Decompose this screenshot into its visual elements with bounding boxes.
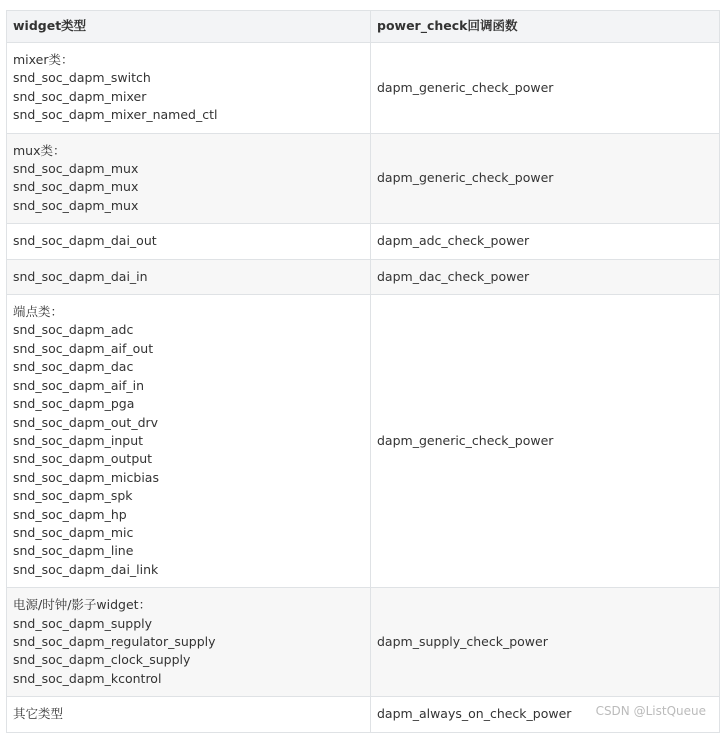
- widget-type-line: snd_soc_dapm_mux: [13, 179, 139, 195]
- widget-type-line: snd_soc_dapm_pga: [13, 396, 135, 412]
- widget-type-line: snd_soc_dapm_kcontrol: [13, 670, 162, 686]
- widget-type-line: 电源/时钟/影子widget：: [13, 597, 152, 613]
- widget-type-line: snd_soc_dapm_aif_out: [13, 340, 154, 356]
- widget-type-cell: [7, 224, 371, 259]
- widget-type-line: snd_soc_dapm_out_drv: [13, 414, 159, 430]
- widget-type-cell: [7, 697, 371, 732]
- widget-type-line: snd_soc_dapm_mic: [13, 524, 134, 540]
- header-widget-type: widget类型: [7, 11, 371, 43]
- widget-type-line: snd_soc_dapm_adc: [13, 322, 134, 338]
- table-row: [7, 133, 720, 224]
- callback-cell: dapm_generic_check_power: [371, 43, 720, 134]
- widget-type-cell: [7, 43, 371, 134]
- widget-type-line: snd_soc_dapm_supply: [13, 615, 153, 631]
- widget-type-line: 端点类：: [13, 304, 64, 320]
- callback-cell: dapm_generic_check_power: [371, 295, 720, 588]
- widget-type-line: snd_soc_dapm_aif_in: [13, 377, 145, 393]
- widget-type-line: snd_soc_dapm_clock_supply: [13, 652, 191, 668]
- widget-type-line: snd_soc_dapm_dai_link: [13, 561, 159, 577]
- table-row: [7, 224, 720, 259]
- widget-type-line: mux类：: [13, 142, 66, 158]
- widget-type-line: 其它类型: [13, 706, 64, 722]
- callback-cell: dapm_supply_check_power: [371, 588, 720, 697]
- widget-type-line: snd_soc_dapm_mux: [13, 161, 139, 177]
- table-row: [7, 588, 720, 697]
- widget-type-line: snd_soc_dapm_spk: [13, 488, 133, 504]
- widget-type-line: snd_soc_dapm_input: [13, 432, 144, 448]
- table-row: [7, 43, 720, 134]
- callback-cell: dapm_adc_check_power: [371, 224, 720, 259]
- widget-type-line: snd_soc_dapm_switch: [13, 70, 151, 86]
- widget-type-cell: [7, 133, 371, 224]
- widget-type-cell: [7, 295, 371, 588]
- widget-type-line: snd_soc_dapm_line: [13, 543, 134, 559]
- widget-type-cell: [7, 588, 371, 697]
- widget-type-line: snd_soc_dapm_mixer: [13, 88, 147, 104]
- widget-type-line: snd_soc_dapm_dai_in: [13, 268, 148, 284]
- table-header-row: [7, 11, 720, 43]
- callback-cell: dapm_generic_check_power: [371, 133, 720, 224]
- table-row: [7, 259, 720, 294]
- widget-power-check-table: [6, 10, 720, 733]
- widget-type-line: snd_soc_dapm_regulator_supply: [13, 633, 216, 649]
- table-row: [7, 295, 720, 588]
- header-power-check-callback: power_check回调函数: [371, 11, 720, 43]
- widget-type-line: snd_soc_dapm_mux: [13, 197, 139, 213]
- widget-type-line: snd_soc_dapm_micbias: [13, 469, 159, 485]
- widget-type-line: snd_soc_dapm_mixer_named_ctl: [13, 107, 218, 123]
- widget-type-line: snd_soc_dapm_output: [13, 451, 153, 467]
- callback-cell: dapm_always_on_check_power: [371, 697, 720, 732]
- widget-type-line: snd_soc_dapm_hp: [13, 506, 127, 522]
- callback-cell: dapm_dac_check_power: [371, 259, 720, 294]
- widget-type-cell: [7, 259, 371, 294]
- watermark: CSDN @ListQueue: [595, 704, 706, 718]
- widget-type-line: snd_soc_dapm_dac: [13, 359, 134, 375]
- widget-type-line: mixer类：: [13, 52, 74, 67]
- widget-type-line: snd_soc_dapm_dai_out: [13, 233, 157, 249]
